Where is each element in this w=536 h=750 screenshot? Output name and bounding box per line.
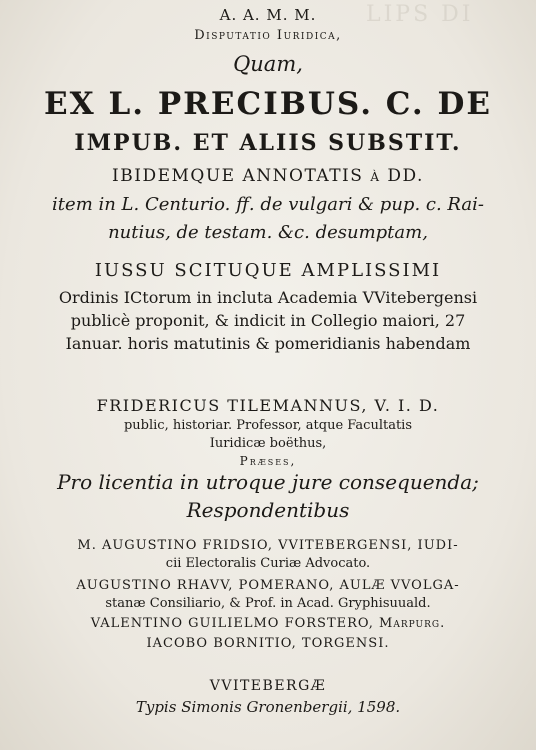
title-line-4: item in L. Centurio. ff. de vulgari & pup. c. Rai- [52,194,484,215]
respondent-4: IACOBO BORNITIO, TORGENSI. [146,636,390,651]
purpose-line: Pro licentia in utroque jure consequenda; [57,470,479,494]
top-initials: A. A. M. M. [219,6,317,24]
respondent-2: AUGUSTINO RHAVV, POMERANO, AULÆ VVOLGA- [76,578,460,593]
praeses-name: FRIDERICUS TILEMANNUS, V. I. D. [96,396,440,415]
praeses-title: public, historiar. Professor, atque Facultatis [123,418,413,433]
bleed-through-text: LIPS DI [366,2,474,27]
respondent-3: VALENTINO GUILIELMO FORSTERO, Marpurg. [90,616,446,631]
disputatio-heading: Disputatio Iuridica, [194,28,342,43]
imprint-printer: Typis Simonis Gronenbergii, 1598. [135,698,401,716]
title-line-2: IMPUB. ET ALIIS SUBSTIT. [74,130,462,156]
imprint-city: VVITEBERGÆ [209,678,327,694]
respondentibus-label: Respondentibus [186,498,350,522]
body-paragraph: Ordinis ICtorum in incluta Academia VVitebergensi publicè proponit, & indicit in Collegio maiori, 27 Ianuar. horis matutinis & pomeridianis habendam [58,288,478,353]
praeses-label: Præses, [239,454,297,468]
body-heading: IUSSU SCITUQUE AMPLISSIMI [94,260,442,281]
respondent-2-detail: stanæ Consiliario, & Prof. in Acad. Gryphisuuald. [105,596,431,611]
respondent-1-detail: cii Electoralis Curiæ Advocato. [165,556,371,571]
respondent-1: M. AUGUSTINO FRIDSIO, VVITEBERGENSI, IUDI- [77,538,459,553]
quam-line: Quam, [233,52,303,76]
title-line-5: nutius, de testam. &c. desumptam, [108,222,428,243]
praeses-title-2: Iuridicæ boëthus, [209,436,327,451]
title-line-1: EX L. PRECIBUS. C. DE [43,86,493,122]
title-line-3: IBIDEMQUE ANNOTATIS à DD. [112,166,424,186]
